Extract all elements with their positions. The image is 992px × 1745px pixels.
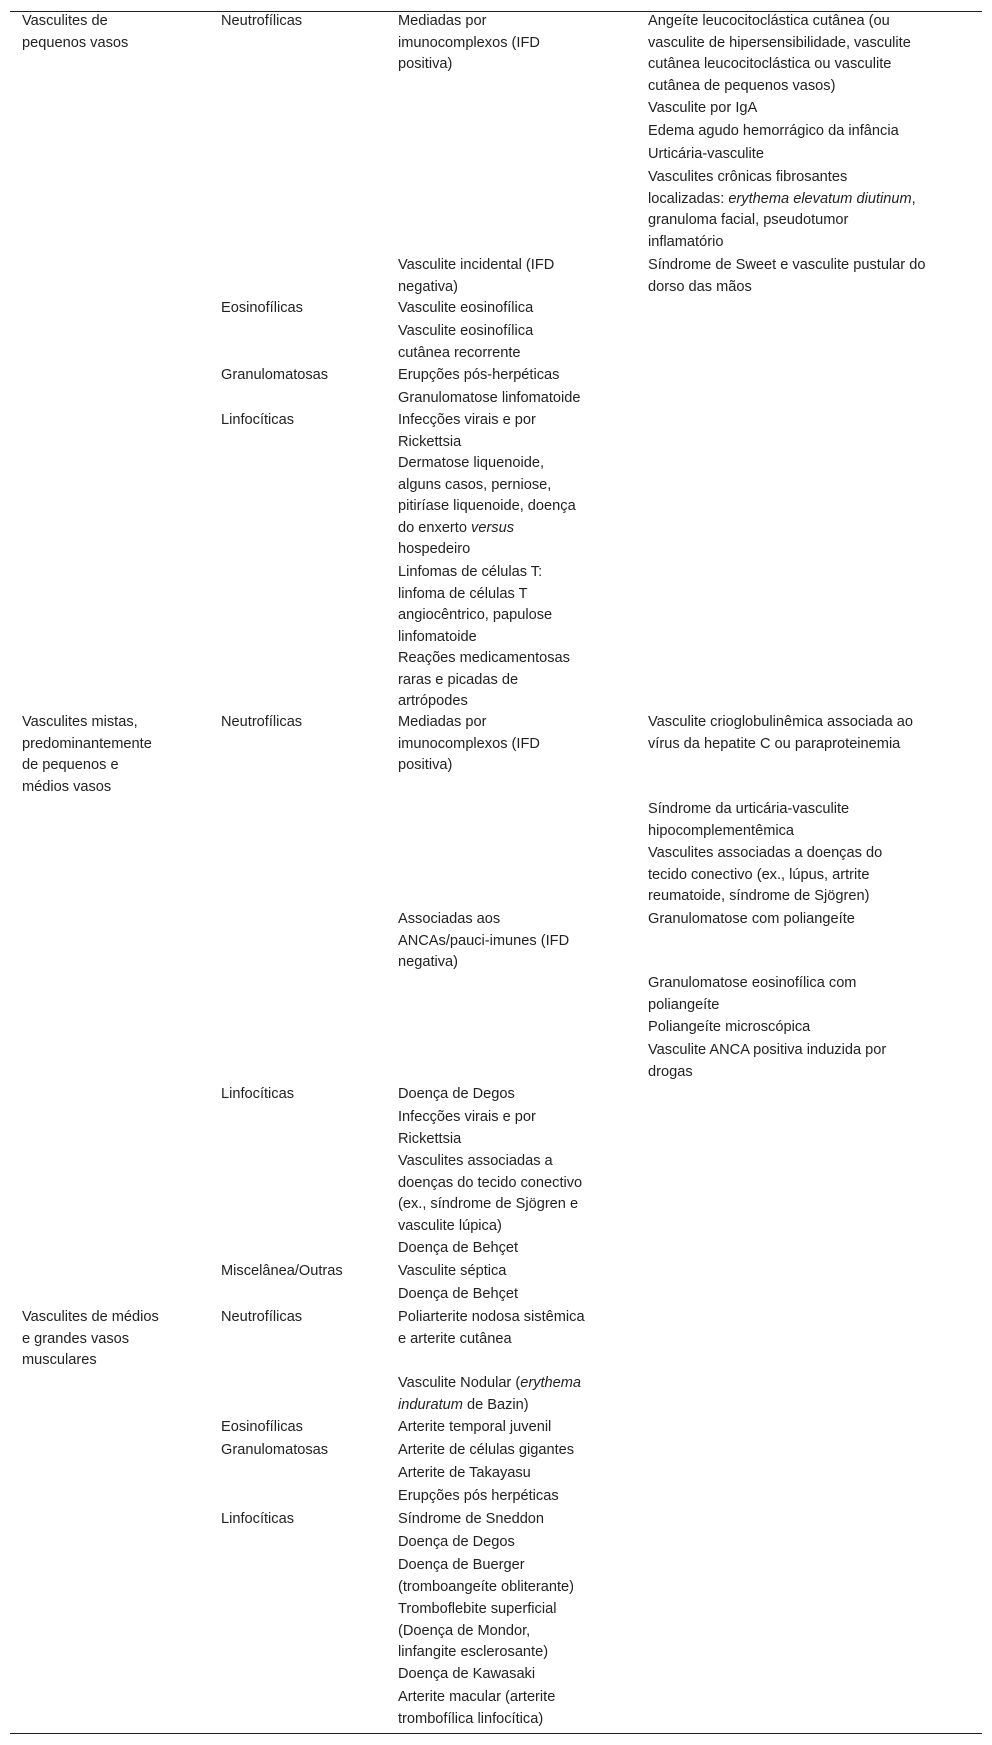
example-entry: Vasculite crioglobulinêmica associada ao vírus da hepatite C ou paraproteinemia [648,714,913,752]
example-entry: Edema agudo hemorrágico da infância [648,123,899,139]
example-entry: Vasculites associadas a doenças do tecido conectivo (ex., lúpus, artrite reumatoide, síndrome de Sjögren) [648,845,883,904]
entity-entry: Doença de Behçet [398,1286,519,1302]
category-mixed-vessels: Vasculites mistas, predominantemente de pequenos e médios vasos [22,714,152,795]
example-entry: Granulomatose com poliangeíte [648,911,855,927]
entity-entry: Linfomas de células T: linfoma de células T angiocêntrico, papulose linfomatoide [398,564,553,645]
entity-entry: Granulomatose linfomatoide [398,390,581,406]
entity-entry: Dermatose liquenoide, alguns casos, perniose, pitiríase liquenoide, doença do enxerto versus hospedeiro [398,455,576,557]
example-entry: Síndrome de Sweet e vasculite pustular do dorso das mãos [648,257,926,295]
subtype-label: Granulomatosas [221,1442,329,1458]
entity-entry: Vasculite Nodular (erythema induratum de Bazin) [398,1375,582,1413]
entity-entry: Doença de Degos [398,1086,515,1102]
category-medium-large-vessels: Vasculites de médios e grandes vasos musculares [22,1309,159,1368]
example-entry: Poliangeíte microscópica [648,1019,811,1035]
example-entry: Granulomatose eosinofílica com poliangeíte [648,975,857,1013]
mechanism-label: Mediadas por imunocomplexos (IFD positiva) [398,714,540,773]
entity-entry: Vasculites associadas a doenças do tecido conectivo (ex., síndrome de Sjögren e vasculite lúpica) [398,1153,583,1234]
subtype-label: Neutrofílicas [221,13,303,29]
entity-entry: Erupções pós-herpéticas [398,367,560,383]
subtype-label: Eosinofílicas [221,300,303,316]
entity-entry: Doença de Behçet [398,1240,519,1256]
mechanism-label: Associadas aos ANCAs/pauci-imunes (IFD negativa) [398,911,570,970]
entity-entry: Arterite de células gigantes [398,1442,575,1458]
subtype-label: Neutrofílicas [221,1309,303,1325]
example-entry: Angeíte leucocitoclástica cutânea (ou vasculite de hipersensibilidade, vasculite cutânea leucocitoclástica ou vasculite cutânea de pequenos vasos) [648,13,911,94]
example-entry: Vasculite por IgA [648,100,758,116]
example-entry: Vasculite ANCA positiva induzida por drogas [648,1042,887,1080]
subtype-label: Granulomatosas [221,367,329,383]
subtype-label: Linfocíticas [221,1086,295,1102]
entity-entry: Erupções pós herpéticas [398,1488,559,1504]
example-entry: Síndrome da urticária-vasculite hipocomplementêmica [648,801,850,839]
entity-entry: Síndrome de Sneddon [398,1511,545,1527]
example-entry: Vasculites crônicas fibrosantes localizadas: erythema elevatum diutinum, granuloma facial, pseudotumor inflamatório [648,169,916,250]
subtype-label: Linfocíticas [221,412,295,428]
mechanism-label: Mediadas por imunocomplexos (IFD positiva) [398,13,540,72]
entity-entry: Vasculite eosinofílica cutânea recorrente [398,323,534,361]
entity-entry: Tromboflebite superficial (Doença de Mondor, linfangite esclerosante) [398,1601,557,1660]
subtype-label: Miscelânea/Outras [221,1263,343,1279]
example-entry: Urticária-vasculite [648,146,764,162]
entity-entry: Vasculite eosinofílica [398,300,534,316]
subtype-label: Neutrofílicas [221,714,303,730]
entity-entry: Arterite de Takayasu [398,1465,531,1481]
entity-entry: Doença de Degos [398,1534,515,1550]
entity-entry: Vasculite séptica [398,1263,507,1279]
entity-entry: Infecções virais e por Rickettsia [398,412,536,450]
entity-entry: Infecções virais e por Rickettsia [398,1109,536,1147]
mechanism-label: Vasculite incidental (IFD negativa) [398,257,555,295]
table-bottom-rule [10,1733,982,1734]
entity-entry: Doença de Kawasaki [398,1666,536,1682]
entity-entry: Poliarterite nodosa sistêmica e arterite cutânea [398,1309,585,1347]
category-small-vessels: Vasculites de pequenos vasos [22,13,129,51]
subtype-label: Linfocíticas [221,1511,295,1527]
entity-entry: Arterite temporal juvenil [398,1419,552,1435]
entity-entry: Reações medicamentosas raras e picadas de artrópodes [398,650,570,709]
entity-entry: Arterite macular (arterite trombofílica linfocítica) [398,1689,556,1727]
subtype-label: Eosinofílicas [221,1419,303,1435]
entity-entry: Doença de Buerger (tromboangeíte obliterante) [398,1557,575,1595]
